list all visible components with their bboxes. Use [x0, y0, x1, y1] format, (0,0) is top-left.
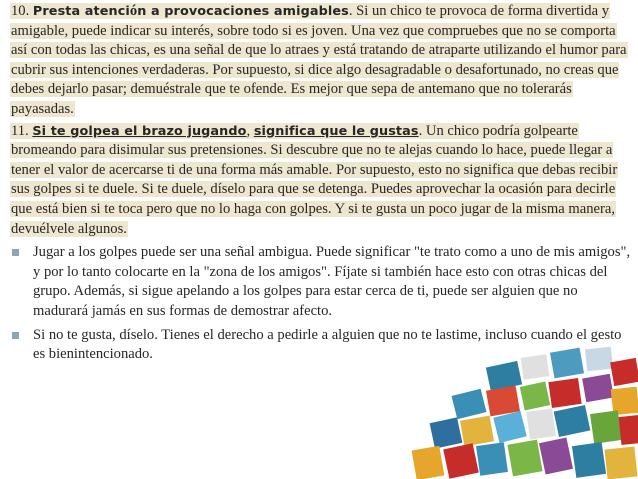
mosaic-tile [572, 442, 606, 478]
paragraph-10-title-c: n a provocaciones amigables [137, 4, 349, 19]
mosaic-tile [619, 415, 638, 445]
mosaic-tile [443, 443, 479, 479]
paragraph-10-title-b: ó [129, 3, 138, 19]
paragraph-11-highlight [10, 123, 618, 237]
paragraph-11-title-a: Si te golpea el brazo jugando [32, 123, 247, 139]
paragraph-11-number: 11. [11, 122, 29, 139]
paragraph-10-title-a: Presta atenci [32, 4, 130, 19]
mosaic-tile [507, 440, 542, 477]
mosaic-tile [493, 411, 526, 443]
paragraph-10-number: 10. [11, 3, 30, 19]
bullet-item [10, 326, 632, 365]
mosaic-tile [520, 382, 550, 411]
square-bullet-icon [12, 332, 19, 339]
paragraph-11-title-sep: , [246, 122, 251, 139]
paragraph-11-title-end: . [418, 122, 423, 139]
paragraph-10-body: Si un chico te provoca de forma divertida y amigable, puede indicar su interés, sobre todo si es joven. Una vez que compruebes que no se comporta así con todas las chicas, es una señal de que lo atraes y está tratando de atraparte utilizando el humor para cubrir sus intenciones verdaderas. Por supuesto, si dice algo desagradable o desafortunado, no creas que debes dejarlo pasar; demuéstrale que te ofende. Es mejor que sepa de antemano que no tolerarás payasadas. [11, 3, 627, 117]
mosaic-tile [460, 416, 494, 447]
slide-content [10, 0, 632, 369]
bullet-item [10, 243, 632, 321]
mosaic-tile [430, 417, 463, 448]
mosaic-tile [611, 387, 638, 416]
paragraph-11-body: Un chico podría golpearte bromeando para disimular sus pretensiones. Si descubre que no te alejas cuando lo hace, puede llegar a tener el valor de acercarse ti de una forma más amable. Por supuesto, esto no significa que debas recibir sus golpes si te duele. Si te duele, díselo para que se detenga. Puedes aprovechar la ocasión para decirle que está bien si te toca pero que no lo haga con golpes. Y si te gusta un poco jugar de la misma manera, devuélvele algunos. [11, 122, 618, 237]
paragraph-10-highlight [10, 3, 628, 117]
paragraph-10-title-end: . [348, 3, 353, 19]
paragraph-11-title-b: significa que le gustas [253, 123, 419, 139]
mosaic-tile [539, 437, 573, 474]
mosaic-tile [554, 405, 591, 437]
mosaic-tile [452, 389, 487, 420]
paragraph-11 [10, 122, 632, 240]
mosaic-tile [548, 378, 581, 408]
mosaic-tile [412, 446, 445, 479]
mosaic-tile [590, 410, 622, 444]
square-bullet-icon [12, 249, 19, 256]
mosaic-tile [582, 374, 614, 402]
mosaic-tile [476, 442, 508, 476]
mosaic-tile [605, 447, 638, 479]
paragraph-10 [10, 2, 632, 120]
bullet-text: Jugar a los golpes puede ser una señal ambigua. Puede significar "te trato como a uno de mis amigos", y por lo tanto colocarte en la "zona de los amigos". Fíjate si también hace esto con otras chicas del grupo. Además, si sigue apelando a los golpes para estar cerca de ti, puede ser alguien que no madurará jamás en sus formas de demostrar afecto. [33, 244, 631, 319]
bullet-text: Si no te gusta, díselo. Tienes el derecho a pedirle a alguien que no te lastime, incluso cuando el gesto es bienintencionado. [33, 326, 622, 363]
mosaic-tile [526, 408, 556, 439]
mosaic-tile [486, 386, 520, 417]
bullet-list [10, 243, 632, 365]
